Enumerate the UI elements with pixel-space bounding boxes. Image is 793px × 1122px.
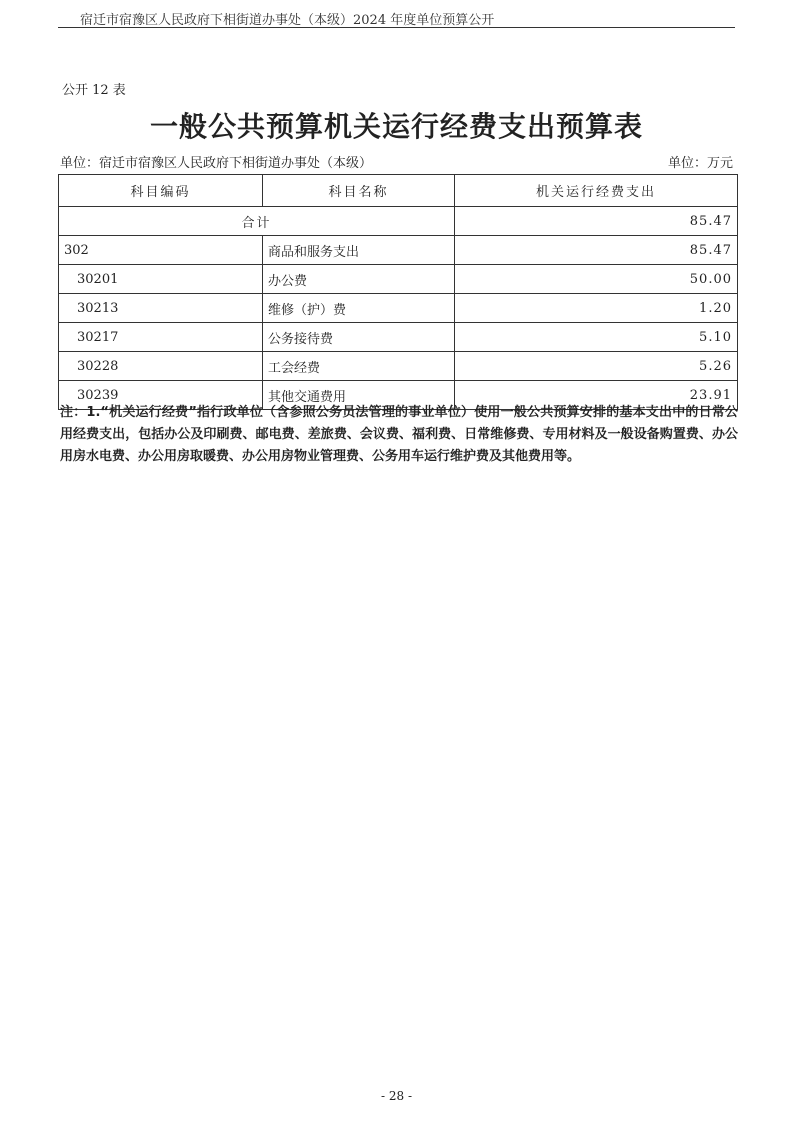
- row-name: 办公费: [263, 265, 455, 294]
- header-amount: 机关运行经费支出: [455, 175, 738, 207]
- budget-table: [58, 174, 738, 410]
- table-header-row: [59, 175, 738, 207]
- row-code: 30201: [59, 265, 263, 294]
- table-row: [59, 352, 738, 381]
- total-row: [59, 207, 738, 236]
- header-divider: [58, 27, 735, 28]
- header-name: 科目名称: [263, 175, 455, 207]
- total-value: 85.47: [455, 207, 738, 236]
- row-value: 5.10: [455, 323, 738, 352]
- row-value: 85.47: [455, 236, 738, 265]
- row-value: 50.00: [455, 265, 738, 294]
- table-row: [59, 236, 738, 265]
- row-value: 5.26: [455, 352, 738, 381]
- row-code: 302: [59, 236, 263, 265]
- row-code: 30239: [59, 381, 263, 410]
- unit-organization: 单位：宿迁市宿豫区人民政府下相街道办事处（本级）: [60, 156, 373, 171]
- header-code: 科目编码: [59, 175, 263, 207]
- row-code: 30213: [59, 294, 263, 323]
- row-code: 30228: [59, 352, 263, 381]
- page-number: - 28 -: [380, 1089, 412, 1103]
- footnote: 注：1.“机关运行经费”指行政单位（含参照公务员法管理的事业单位）使用一般公共预算安排的基本支出中的日常公用经费支出，包括办公及印刷费、邮电费、差旅费、会议费、福利费、日常维修费、专用材料及一般设备购置费、办公用房水电费、办公用房取暖费、办公用房物业管理费、公务用车运行维护费及其他费用等。: [60, 405, 738, 464]
- row-name: 其他交通费用: [263, 381, 455, 410]
- table-number: 公开 12 表: [62, 83, 126, 98]
- running-header: 宿迁市宿豫区人民政府下相街道办事处（本级）2024 年度单位预算公开: [80, 13, 495, 28]
- table-row: [59, 323, 738, 352]
- row-name: 商品和服务支出: [263, 236, 455, 265]
- row-name: 公务接待费: [263, 323, 455, 352]
- row-value: 1.20: [455, 294, 738, 323]
- unit-currency: 单位：万元: [667, 156, 733, 171]
- row-name: 维修（护）费: [263, 294, 455, 323]
- row-code: 30217: [59, 323, 263, 352]
- table-row: [59, 265, 738, 294]
- total-label: 合计: [59, 207, 455, 236]
- row-name: 工会经费: [263, 352, 455, 381]
- page-title: 一般公共预算机关运行经费支出预算表: [149, 110, 643, 143]
- table-row: [59, 294, 738, 323]
- row-value: 23.91: [455, 381, 738, 410]
